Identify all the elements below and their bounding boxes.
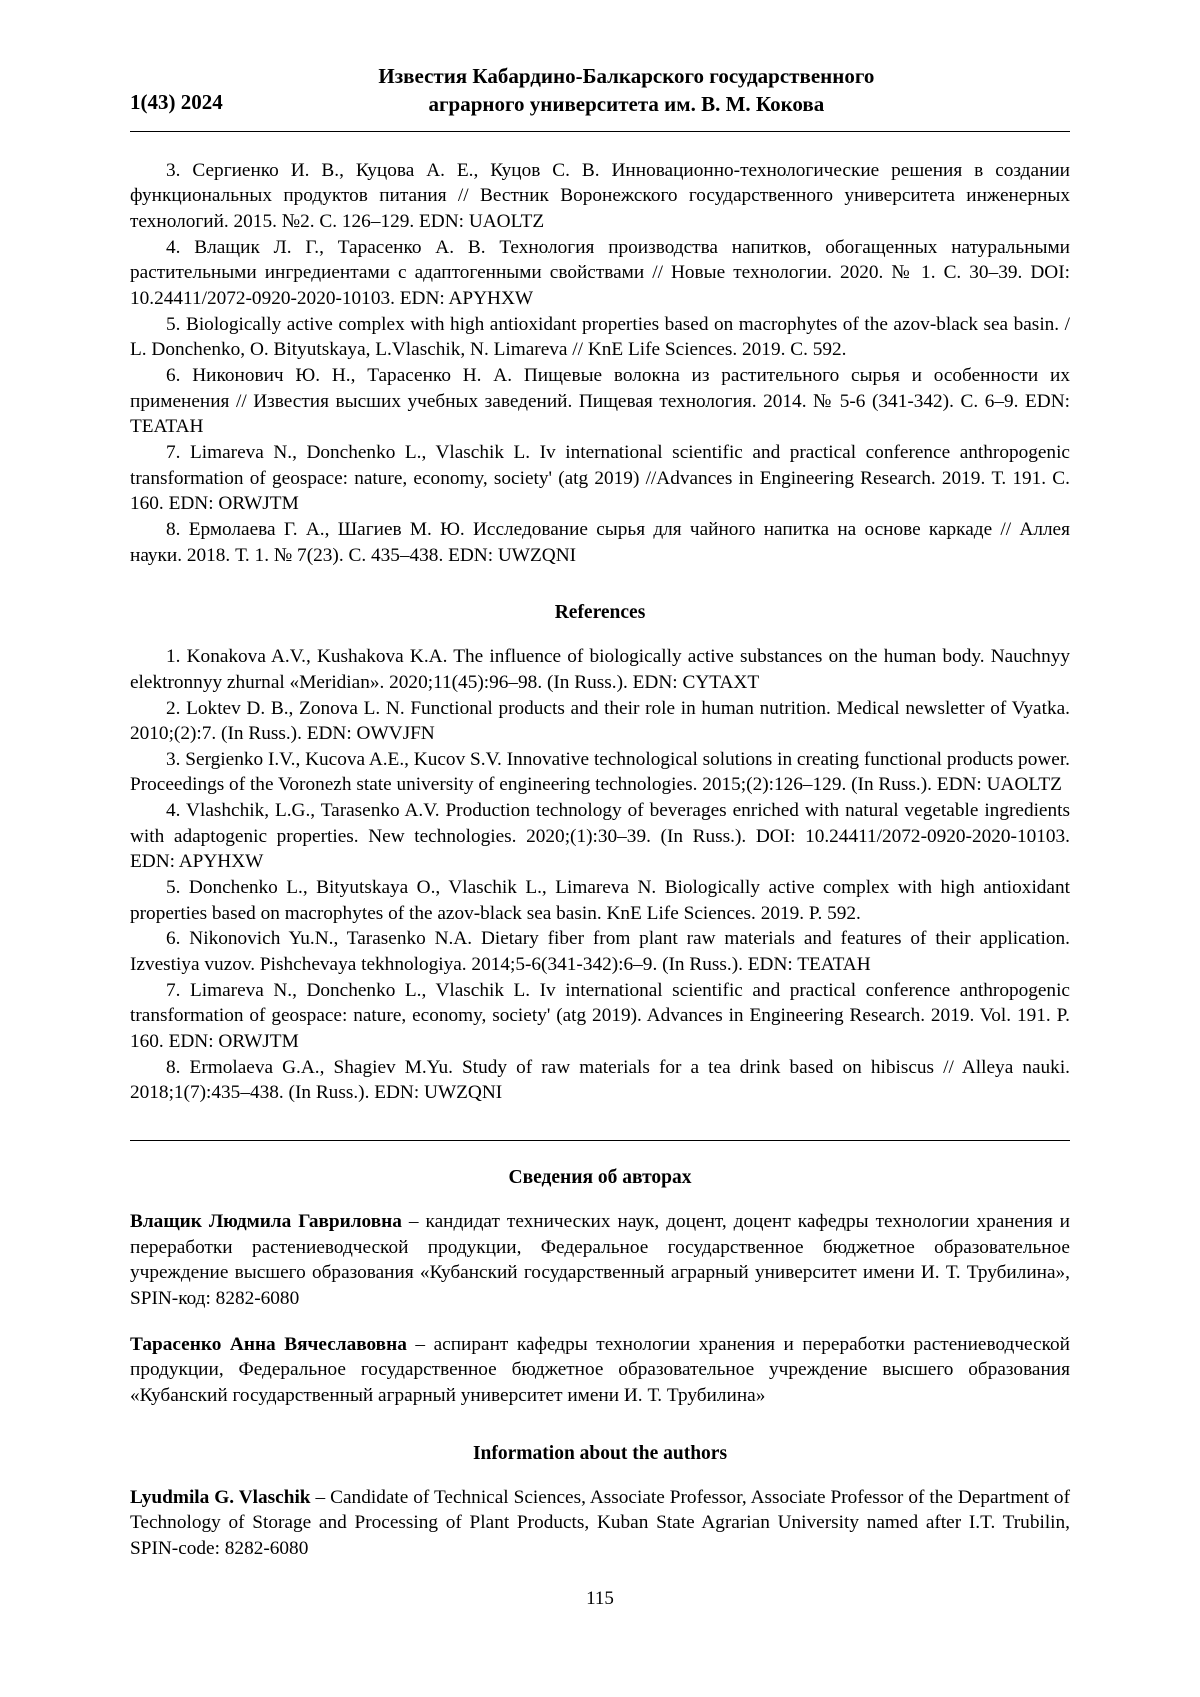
reference-item: 3. Сергиенко И. В., Куцова А. Е., Куцов С. В. Инновационно-технологические решения в создании функциональных продуктов питания // Вестник Воронежского государственного университета инженерных технологий. 2015. №2. С. 126–129. EDN: UAOLTZ bbox=[130, 159, 1070, 232]
references-heading: References bbox=[554, 602, 646, 624]
authors-en-heading: Information about the authors bbox=[472, 1442, 728, 1464]
page-number: 115 bbox=[586, 1587, 614, 1609]
authors-ru-heading: Сведения об авторах bbox=[508, 1167, 692, 1188]
reference-item: 2. Loktev D. B., Zonova L. N. Functional products and their role in human nutrition. Medical newsletter of Vyatka. 2010;(2):7. (In Russ.). EDN: OWVJFN bbox=[130, 697, 1070, 745]
author-description: – кандидат технических наук, доцент, доцент кафедры технологии хранения и переработки растениеводческой продукции, Федеральное государственное бюджетное образовательное учреждение высшего образования «Кубанский государственный аграрный университет имени И. Т. Трубилина», SPIN-код: 8282-6080 bbox=[130, 1211, 1071, 1309]
reference-item: 3. Sergienko I.V., Kucova A.E., Kucov S.V. Innovative technological solutions in creating functional products power. Proceedings of the Voronezh state university of engineering technologies. 2015;(2):126–129. (In Russ.). EDN: UAOLTZ bbox=[130, 748, 1070, 796]
reference-item: 8. Ермолаева Г. А., Шагиев М. Ю. Исследование сырья для чайного напитка на основе каркаде // Аллея науки. 2018. Т. 1. № 7(23). С. 435–438. EDN: UWZQNI bbox=[130, 518, 1070, 566]
author-name: Влащик Людмила Гавриловна bbox=[130, 1211, 402, 1232]
reference-item: 4. Влащик Л. Г., Тарасенко А. В. Технология производства напитков, обогащенных натуральными растительными ингредиентами с адаптогенными свойствами // Новые технологии. 2020. № 1. С. 30–39. DOI: 10.24411/2072-0920-2020-10103. EDN: APYHXW bbox=[130, 236, 1070, 309]
author-entry bbox=[130, 1209, 1070, 1312]
reference-item: 5. Donchenko L., Bityutskaya O., Vlaschik L., Limareva N. Biologically active complex with high antioxidant properties based on macrophytes of the azov-black sea basin. KnE Life Sciences. 2019. P. 592. bbox=[130, 877, 1070, 924]
author-entry bbox=[130, 1332, 1070, 1409]
journal-title-line2: аграрного университета им. В. М. Кокова bbox=[428, 92, 825, 117]
author-name: Тарасенко Анна Вячеславовна bbox=[130, 1333, 407, 1355]
journal-title bbox=[183, 62, 1070, 119]
english-references-list bbox=[130, 644, 1070, 1106]
authors-en-list bbox=[130, 1485, 1070, 1562]
author-description: – Candidate of Technical Sciences, Associate Professor, Associate Professor of the Department of Technology of Storage and Processing of Plant Products, Kuban State Agrarian University named after I.T. Trubilin, SPIN-code: 8282-6080 bbox=[130, 1486, 1070, 1559]
section-divider bbox=[130, 1140, 1070, 1141]
reference-item: 5. Biologically active complex with high antioxidant properties based on macrophytes of the azov-black sea basin. / L. Donchenko, O. Bityutskaya, L.Vlaschik, N. Limareva // KnE Life Sciences. 2019. С. 592. bbox=[130, 313, 1070, 361]
journal-title-line1: Известия Кабардино-Балкарского государственного bbox=[378, 64, 875, 88]
reference-item: 6. Никонович Ю. Н., Тарасенко Н. А. Пищевые волокна из растительного сырья и особенности их применения // Известия высших учебных заведений. Пищевая технология. 2014. № 5-6 (341-342). С. 6–9. EDN: TEATAH bbox=[130, 364, 1070, 438]
header-divider bbox=[130, 131, 1070, 132]
authors-ru-list bbox=[130, 1209, 1070, 1409]
reference-item: 1. Konakova A.V., Kushakova K.A. The influence of biologically active substances on the human body. Nauchnyy elektronnyy zhurnal «Meridian». 2020;11(45):96–98. (In Russ.). EDN: CYTAXT bbox=[130, 646, 1070, 693]
author-entry bbox=[130, 1485, 1070, 1562]
reference-item: 8. Ermolaeva G.A., Shagiev M.Yu. Study of raw materials for a tea drink based on hibiscus // Alleya nauki. 2018;1(7):435–438. (In Russ.). EDN: UWZQNI bbox=[130, 1056, 1070, 1104]
reference-item: 7. Limareva N., Donchenko L., Vlaschik L. Iv international scientific and practical conference anthropogenic transformation of geospace: nature, economy, society' (atg 2019). Advances in Engineering Research. 2019. Vol. 191. P. 160. EDN: ORWJTM bbox=[130, 979, 1070, 1053]
author-name: Lyudmila G. Vlaschik bbox=[130, 1486, 311, 1508]
russian-references-list bbox=[130, 158, 1070, 569]
author-description: – аспирант кафедры технологии хранения и переработки растениеводческой продукции, Федеральное государственное бюджетное образовательное учреждение высшего образования «Кубанский государственный аграрный университет имени И. Т. Трубилина» bbox=[130, 1333, 1070, 1406]
page-header bbox=[130, 62, 1070, 127]
issue-number: 1(43) 2024 bbox=[130, 89, 223, 114]
reference-item: 7. Limareva N., Donchenko L., Vlaschik L. Iv international scientific and practical conference anthropogenic transformation of geospace: nature, economy, society' (atg 2019) //Advances in Engineering Research. 2019. Т. 191. С. 160. EDN: ORWJTM bbox=[130, 441, 1070, 515]
reference-item: 4. Vlashchik, L.G., Tarasenko A.V. Production technology of beverages enriched with natural vegetable ingredients with adaptogenic properties. New technologies. 2020;(1):30–39. (In Russ.). DOI: 10.24411/2072-0920-2020-10103. EDN: APYHXW bbox=[130, 800, 1070, 873]
reference-item: 6. Nikonovich Yu.N., Tarasenko N.A. Dietary fiber from plant raw materials and features of their application. Izvestiya vuzov. Pishchevaya tekhnologiya. 2014;5-6(341-342):6–9. (In Russ.). EDN: TEATAH bbox=[130, 928, 1070, 976]
